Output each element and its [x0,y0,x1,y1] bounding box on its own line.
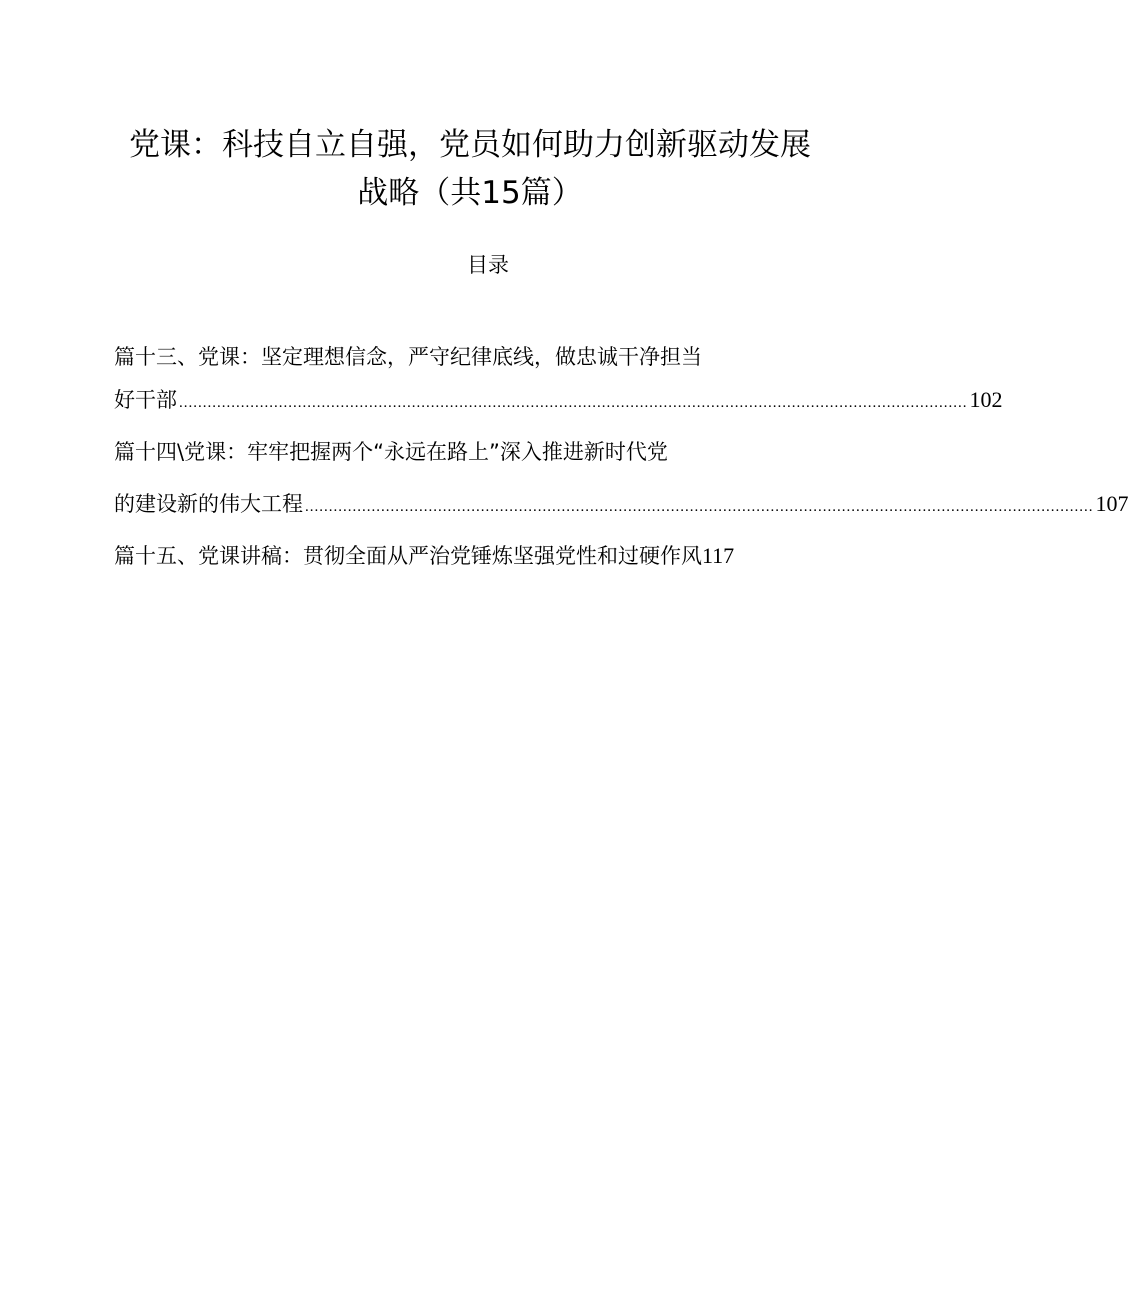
toc-page-number: 117 [702,543,735,568]
toc-page-number: 102 [969,387,1003,412]
toc-entry-text: 篇十四\党课：牢牢把握两个“永远在路上”深入推进新时代党 [114,440,668,464]
toc-entry-text: 的建设新的伟大工程 [114,492,303,516]
toc-heading: 目录 [467,253,509,277]
toc-page-number: 107 [1095,491,1129,516]
toc-entry-13-line-1[interactable] [114,342,806,372]
title-line-1: 党课：科技自立自强，党员如何助力创新驱动发展 [129,127,811,163]
toc-entry-text: 篇十三、党课：坚定理想信念，严守纪律底线，做忠诚干净担当 [114,345,702,369]
toc-entry-14-line-1[interactable] [114,437,806,467]
toc-entry-15[interactable] [114,541,814,571]
document-title [100,121,840,217]
toc-entry-13-line-2[interactable] [114,385,1003,418]
toc-entry-text: 好干部 [114,388,177,412]
toc-entry-14-line-2[interactable] [114,489,1129,522]
toc-dot-leader: ...................................................................................................................................................................... [179,395,968,411]
title-line-2: 战略（共15篇） [357,175,583,211]
toc-dot-leader: ...................................................................................................................................................................... [305,499,1094,515]
toc-entry-text: 篇十五、党课讲稿：贯彻全面从严治党锤炼坚强党性和过硬作风 [114,544,702,568]
